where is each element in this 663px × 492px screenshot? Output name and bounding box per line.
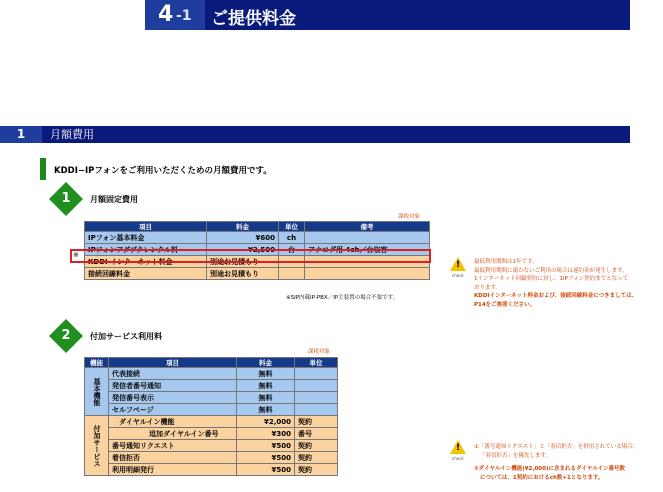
row-unit: 契約: [295, 452, 338, 464]
table-row: [85, 404, 338, 416]
row-remark: [305, 268, 430, 280]
col-remark: 備考: [305, 222, 430, 232]
note1-line: P14をご参照ください。: [474, 301, 536, 308]
row-price: ¥600: [207, 232, 279, 244]
row-unit: [295, 392, 338, 404]
chapter-number-sub: -1: [176, 8, 192, 24]
row-remark: アナログ用 4ch／台収容: [305, 244, 430, 256]
highlight-box: [70, 249, 431, 263]
note2-line: ①「番号通知リクエスト」と「着信拒否」を併用されている場合、: [474, 444, 639, 450]
row-item: 着信拒否: [109, 452, 237, 464]
row-item: 発信者番号通知: [109, 380, 237, 392]
table-row: [85, 232, 430, 244]
note2-line: 「着信拒否」を優先します。: [480, 452, 552, 459]
table-header: [85, 222, 430, 232]
table-row: [85, 464, 338, 476]
note1-line: 1インターネット回線契約に対し、1IPフォン契約までとなって: [474, 276, 629, 282]
note2: [474, 443, 660, 482]
row-price: 無料: [237, 392, 295, 404]
note1: [474, 258, 637, 309]
row-unit: ch: [279, 232, 305, 244]
row-price: 無料: [237, 404, 295, 416]
additional-service-table: [84, 357, 338, 476]
highlight-mark: ※: [73, 251, 79, 259]
sub2-title: 付加サービス利用料: [90, 332, 162, 341]
row-unit: 契約: [295, 440, 338, 452]
table-row: [85, 268, 430, 280]
row-unit: 契約: [295, 464, 338, 476]
warning-exclaim-icon: !: [455, 443, 461, 453]
row-item: KDDI インターネット料金: [85, 256, 207, 268]
sub1-footnote: ※SIP内蔵IP-PBX／IP主装置の場合不要です。: [286, 295, 399, 301]
chapter-number-main: 4: [158, 2, 174, 27]
table-row: [85, 380, 338, 392]
row-unit: [279, 268, 305, 280]
row-price: 別途お見積もり: [207, 268, 279, 280]
col-item: 項目: [109, 358, 237, 368]
row-item: 追加ダイヤルイン番号: [109, 428, 237, 440]
table-row: [85, 368, 338, 380]
row-item: IPフォン基本料金: [85, 232, 207, 244]
table-row: [85, 416, 338, 428]
category-addon-label: 付加サービス: [93, 424, 101, 467]
row-item: IPフォンアダプタレンタル料: [85, 244, 207, 256]
category-basic: [85, 368, 109, 416]
check-label: check: [452, 273, 464, 278]
col-unit: 単位: [295, 358, 338, 368]
row-price: ¥2,500: [207, 244, 279, 256]
row-item: 発信番号表示: [109, 392, 237, 404]
row-remark: [305, 232, 430, 244]
category-basic-label: 基本機能: [93, 377, 101, 406]
note1-line: 最低利用期間に満たないご利用の場合は違約金が発生します。: [474, 267, 628, 274]
row-price: ¥300: [237, 428, 295, 440]
section-title: 月額費用: [42, 126, 630, 143]
col-price: 料金: [237, 358, 295, 368]
row-price: ¥500: [237, 440, 295, 452]
col-function: 機能: [85, 358, 109, 368]
row-item: ダイヤルイン機能: [109, 416, 237, 428]
warning-exclaim-icon: !: [455, 260, 461, 270]
note2-line: ②ダイヤルイン機能(¥2,000)に含まれるダイヤルイン番号数: [474, 466, 626, 472]
chapter-title: ご提供料金: [211, 9, 296, 29]
row-unit: 番号: [295, 428, 338, 440]
row-price: 別途お見積もり: [207, 256, 279, 268]
row-price: 無料: [237, 368, 295, 380]
col-price: 料金: [207, 222, 279, 232]
row-item: 番号通知リクエスト: [109, 440, 237, 452]
row-unit: 契約: [295, 416, 338, 428]
category-addon: [85, 416, 109, 476]
sub1-number: 1: [61, 191, 71, 206]
row-price: ¥500: [237, 452, 295, 464]
note1-line: KDDIインターネット料金および、接続回線料金につきましては、: [474, 293, 638, 299]
chapter-number: [145, 0, 205, 30]
intro-text: KDDI−IPフォンをご利用いただくための月額費用です。: [54, 166, 272, 176]
table-header: [85, 358, 338, 368]
sub2-tax-note: 課税対象: [308, 349, 331, 355]
row-unit: [295, 404, 338, 416]
section-number: 1: [0, 126, 42, 143]
table-row: [85, 392, 338, 404]
col-unit: 単位: [279, 222, 305, 232]
check-label: check: [452, 456, 464, 461]
table-row: [85, 428, 338, 440]
intro-marker: [40, 158, 46, 180]
row-item: セルフページ: [109, 404, 237, 416]
sub1-tax-note: 課税対象: [398, 214, 421, 220]
row-unit: 台: [279, 244, 305, 256]
row-item: 代表接続: [109, 368, 237, 380]
row-price: ¥2,000: [237, 416, 295, 428]
col-item: 項目: [85, 222, 207, 232]
note1-line: 最低利用期間は1年です。: [474, 259, 538, 265]
row-unit: [295, 368, 338, 380]
row-item: 利用明細発行: [109, 464, 237, 476]
note2-line: については、1契約におけるch数+1となります。: [480, 474, 604, 481]
sub2-number: 2: [61, 328, 71, 343]
table-row: [85, 452, 338, 464]
row-item: 接続回線料金: [85, 268, 207, 280]
row-price: 無料: [237, 380, 295, 392]
note1-line: おります。: [474, 284, 502, 291]
row-unit: [295, 380, 338, 392]
row-price: ¥500: [237, 464, 295, 476]
table-row: [85, 440, 338, 452]
sub1-title: 月額固定費用: [90, 195, 138, 204]
